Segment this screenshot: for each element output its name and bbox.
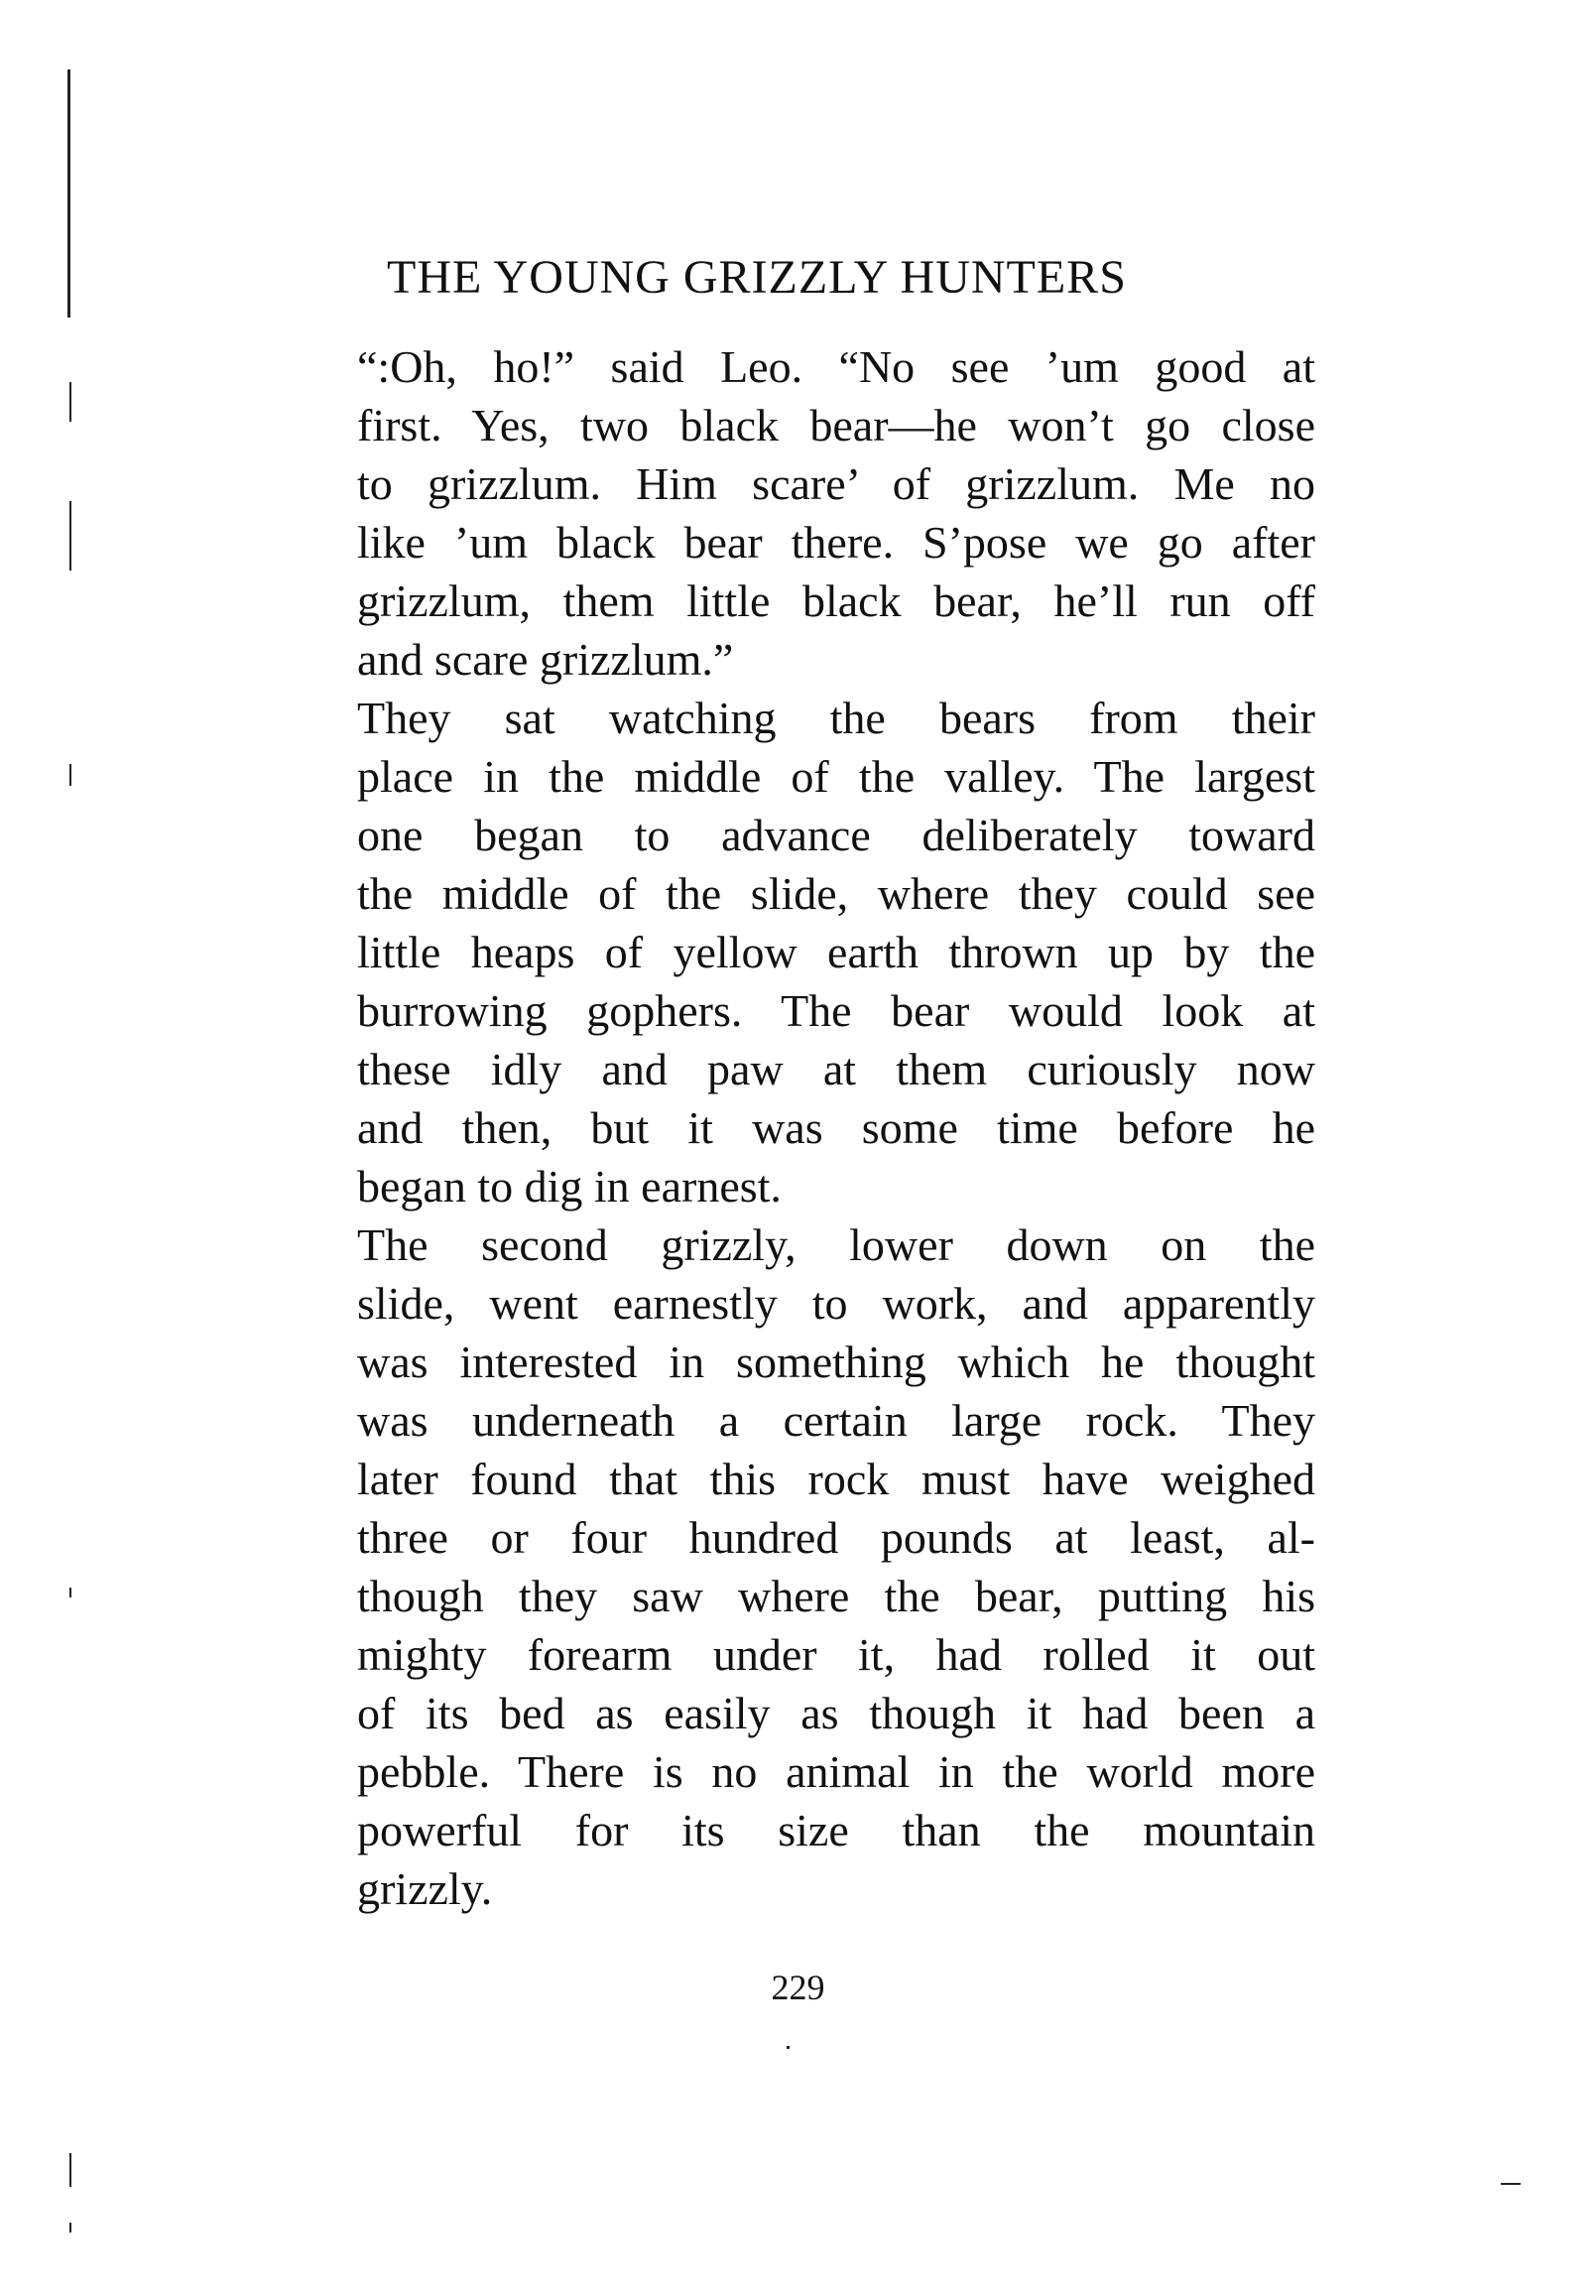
paragraph: [306, 689, 1315, 1215]
body-text: [306, 337, 1315, 1918]
text-line: and scare grizzlum.”: [357, 634, 734, 685]
scan-margin-mark: [69, 2153, 71, 2187]
text-line: like ’um black bear there. S’pose we go after: [357, 517, 1315, 568]
scan-margin-mark: [69, 2223, 71, 2232]
text-line: They sat watching the bears from their: [357, 693, 1315, 743]
text-line: three or four hundred pounds at least, al-: [357, 1512, 1315, 1563]
scan-margin-mark: [69, 382, 71, 422]
text-line: was underneath a certain large rock. They: [357, 1395, 1315, 1446]
page-number: 229: [771, 1968, 825, 2007]
paragraph: [306, 337, 1315, 689]
text-line: these idly and paw at them curiously now: [357, 1044, 1315, 1094]
paragraph: [306, 1215, 1315, 1918]
scan-margin-mark: [69, 764, 71, 786]
text-line: though they saw where the bear, putting his: [357, 1571, 1315, 1621]
text-line: to grizzlum. Him scare’ of grizzlum. Me no: [357, 458, 1315, 509]
text-line: place in the middle of the valley. The largest: [357, 751, 1315, 802]
text-line: pebble. There is no animal in the world more: [357, 1746, 1315, 1797]
text-line: slide, went earnestly to work, and apparently: [357, 1278, 1315, 1329]
scan-margin-mark: [1501, 2183, 1521, 2185]
text-line: began to dig in earnest.: [357, 1161, 782, 1212]
scan-margin-mark: [69, 501, 71, 571]
text-line: one began to advance deliberately toward: [357, 810, 1315, 860]
text-line: little heaps of yellow earth thrown up by the: [357, 927, 1315, 977]
scan-margin-mark: [69, 1588, 71, 1597]
text-line: burrowing gophers. The bear would look at: [357, 985, 1315, 1036]
text-line: first. Yes, two black bear—he won’t go close: [357, 400, 1315, 450]
text-line: The second grizzly, lower down on the: [357, 1219, 1315, 1270]
text-line: the middle of the slide, where they could see: [357, 868, 1315, 919]
text-line: grizzly.: [357, 1863, 493, 1914]
text-line: “:Oh, ho!” said Leo. “No see ’um good at: [357, 341, 1315, 392]
text-line: of its bed as easily as though it had been a: [357, 1688, 1315, 1738]
text-line: mighty forearm under it, had rolled it out: [357, 1629, 1315, 1680]
scan-margin-mark: [787, 2046, 790, 2049]
text-line: and then, but it was some time before he: [357, 1102, 1315, 1153]
running-head: THE YOUNG GRIZZLY HUNTERS: [387, 251, 1127, 304]
text-line: grizzlum, them little black bear, he’ll run off: [357, 575, 1315, 626]
scan-margin-mark: [67, 69, 70, 318]
text-line: powerful for its size than the mountain: [357, 1805, 1315, 1855]
text-line: was interested in something which he thought: [357, 1337, 1315, 1387]
text-line: later found that this rock must have weighed: [357, 1454, 1315, 1504]
